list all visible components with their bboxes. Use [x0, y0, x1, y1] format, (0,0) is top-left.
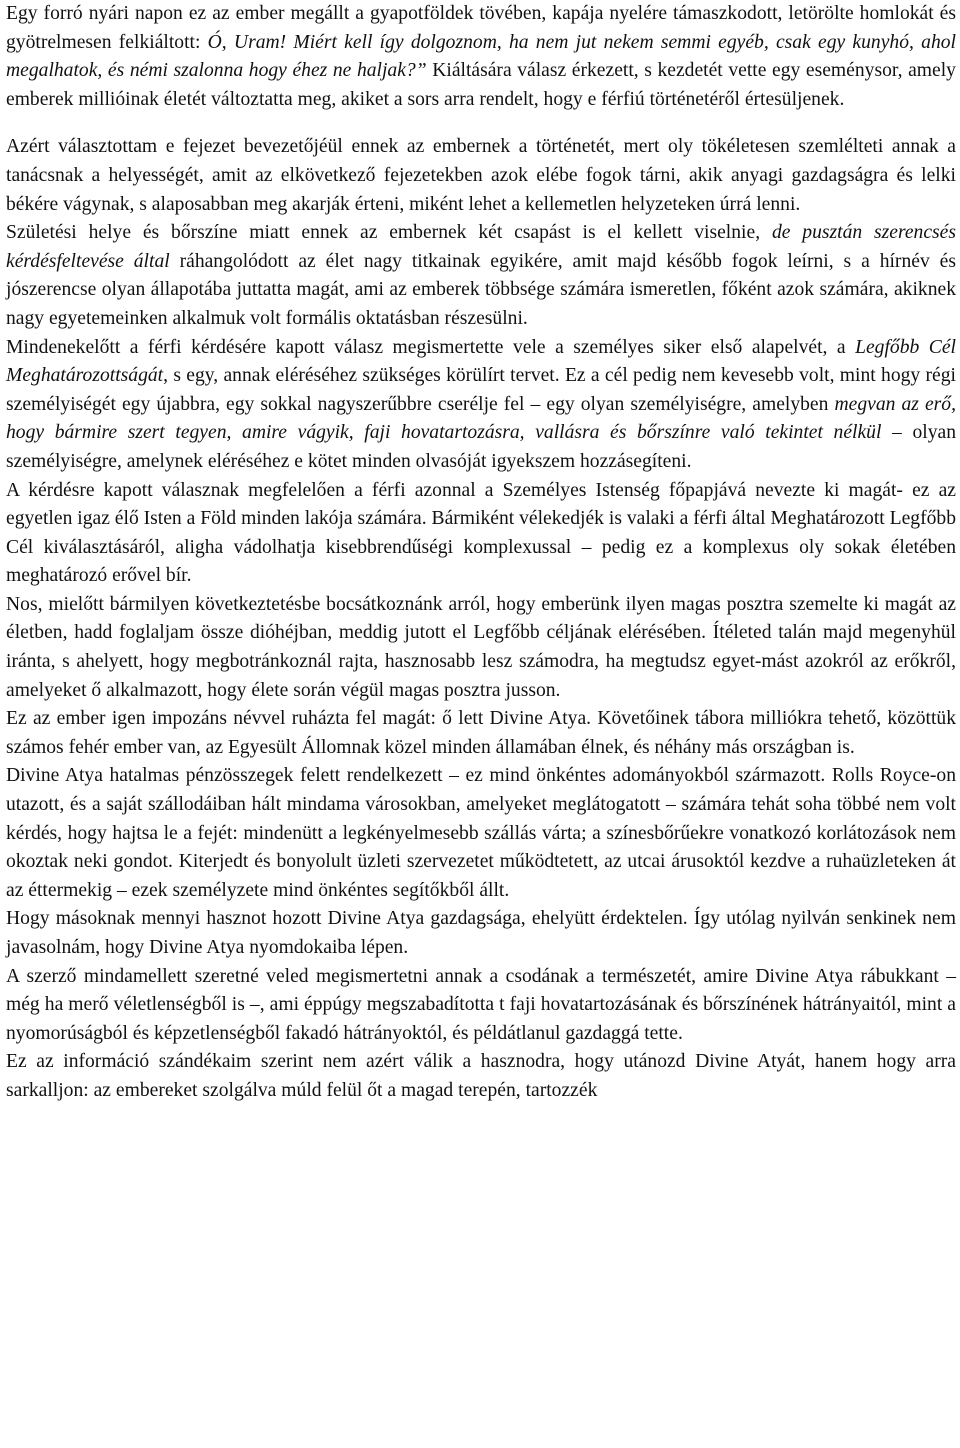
paragraph-10 — [6, 963, 956, 1049]
paragraph-7 — [6, 705, 956, 762]
paragraph-8 — [6, 762, 956, 905]
text-segment: Ez az információ szándékaim szerint nem azért válik a hasznodra, hogy utánozd Divine Atyát, hanem hogy arra sarkalljon: az embereket szolgálva múld felül őt a magad terepén, tartozzék — [6, 1051, 956, 1101]
paragraph-9 — [6, 905, 956, 962]
paragraph-6 — [6, 591, 956, 705]
document-body — [6, 0, 956, 1106]
text-segment: Ez az ember igen impozáns névvel ruházta fel magát: ő lett Divine Atya. Követőinek tábora milliókra tehető, közöttük számos fehér ember van, az Egyesült Állomnak közel minden államában élnek, és néhány más országban is. — [6, 708, 956, 758]
text-segment: – olyan személyiségre, amelynek eléréséhez e kötet minden olvasóját igyekszem hozzásegíteni. — [6, 422, 956, 472]
text-segment: Kiáltására válasz érkezett, s kezdetét vette egy eseménysor, amely emberek millióinak életét változtatta meg, akiket a sors arra rendelt, hogy e férfiú történetéről értesüljenek. — [6, 60, 956, 110]
paragraph-5 — [6, 477, 956, 591]
text-segment: ráhangolódott az élet nagy titkainak egyikére, amit majd később fogok leírni, s a hírnév és jószerencse olyan állapotába juttatta magát, ami az emberek többsége számára ismeretlen, főként azok számára, akiknek nagy egyetemeinken alkalmuk volt formális oktatásban részesülni. — [6, 250, 956, 329]
italic-text-segment: de pusztán szerencsés kérdésfeltevése által — [6, 222, 956, 272]
text-segment: Egy forró nyári napon ez az ember megállt a gyapotföldek tövében, kapája nyelére támaszkodott, letörölte homlokát és gyötrelmesen felkiáltott: — [6, 3, 956, 53]
italic-text-segment: Legfőbb Cél Meghatározottságát — [6, 336, 956, 387]
paragraph-1 — [6, 0, 956, 114]
italic-text-segment: Ó, Uram! Miért kell így dolgoznom, ha nem jut nekem semmi egyéb, csak egy kunyhó, ahol megalhatok, és némi szalonna hogy éhez ne haljak?” — [6, 31, 956, 82]
text-segment: Születési helye és bőrszíne miatt ennek az embernek két csapást is el kellett viselnie, — [6, 222, 772, 244]
text-segment: Mindenekelőtt a férfi kérdésére kapott válasz megismertette vele a személyes siker első alapelvét, a — [6, 336, 856, 358]
text-segment: Hogy másoknak mennyi hasznot hozott Divine Atya gazdagsága, ehelyütt érdektelen. Így utólag nyilván senkinek nem javasolnám, hogy Divine Atya nyomdokaiba lépen. — [6, 908, 956, 958]
paragraph-11 — [6, 1048, 956, 1105]
italic-text-segment: megvan az erő, hogy bármire szert tegyen, amire vágyik, faji hovatartozásra, vallásra és bőrszínre való tekintet nélkül — [6, 393, 956, 444]
paragraph-2 — [6, 133, 956, 219]
text-segment: A szerző mindamellett szeretné veled megismertetni annak a csodának a természetét, amire Divine Atya rábukkant – még ha merő véletlenségből is –, ami éppúgy megszabadította t faji hovatartozásának és bőrszínének hátrányaitól, mint a nyomorúságból és képzetlenségből fakadó hátrányoktól, és példátlanul gazdaggá tette. — [6, 965, 956, 1044]
text-segment: , s egy, annak eléréséhez szükséges körülírt tervet. Ez a cél pedig nem kevesebb volt, mint hogy régi személyiségét egy újabbra, egy sokkal nagyszerűbbre cserélje fel – egy olyan személyiségre, amelyben — [6, 365, 956, 415]
text-segment: A kérdésre kapott válasznak megfelelően a férfi azonnal a Személyes Istenség főpapjává nevezte ki magát- ez az egyetlen igaz élő Isten a Föld minden lakója számára. Bármiként vélekedjék is valaki a férfi által Meghatározott Legfőbb Cél kiválasztásáról, aligha vádolhatja kisebbrendűségi komplexussal – pedig ez a komplexus oly sokak életében meghatározó erővel bír. — [6, 479, 956, 587]
paragraph-4 — [6, 334, 956, 477]
paragraph-3 — [6, 219, 956, 333]
text-segment: Divine Atya hatalmas pénzösszegek felett rendelkezett – ez mind önkéntes adományokból származott. Rolls Royce-on utazott, és a saját szállodáiban hált mindama városokban, amelyeket meglátogatott – számára tehát soha többé nem volt kérdés, hogy hajtsa le a fejét: mindenütt a legkényelmesebb szállás várta; a színesbőrűekre vonatkozó korlátozások nem okoztak neki gondot. Kiterjedt és bonyolult üzleti szervezetet működtetett, az utcai árusoktól kezdve a ruhaüzleteken át az éttermekig – ezek személyzete mind önkéntes segítőkből állt. — [6, 765, 956, 901]
text-segment: Azért választottam e fejezet bevezetőjéül ennek az embernek a történetét, mert oly tökéletesen szemlélteti annak a tanácsnak a helyességét, amit az elkövetkező fejezetekben azok elébe fogok tárni, akik anyagi gazdagságra és lelki békére vágynak, s alaposabban meg akarják érteni, miként lehet a kellemetlen helyzeteken úrrá lenni. — [6, 136, 956, 215]
text-segment: Nos, mielőtt bármilyen következtetésbe bocsátkoznánk arról, hogy emberünk ilyen magas posztra szemelte ki magát az életben, hadd foglaljam össze dióhéjban, meddig jutott el Legfőbb céljának elérésében. Ítéleted talán majd megenyhül iránta, s ahelyett, hogy megbotránkoznál rajta, hasznosabb lesz számodra, ha megtudsz egyet-mást azokról az erőkről, amelyeket ő alkalmazott, hogy élete során végül magas posztra jusson. — [6, 593, 956, 701]
